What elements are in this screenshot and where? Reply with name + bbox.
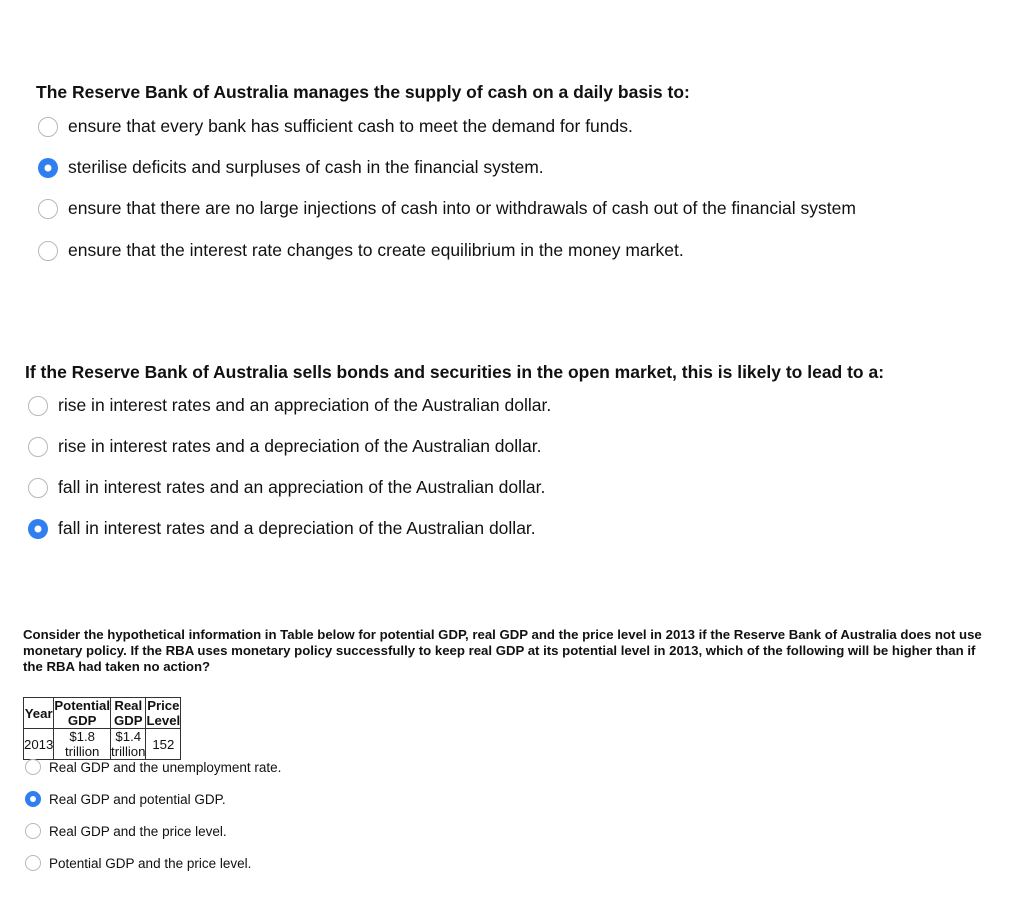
radio-unselected-icon[interactable] [25, 759, 41, 775]
option-label: sterilise deficits and surpluses of cash in the financial system. [68, 157, 544, 177]
radio-unselected-icon[interactable] [38, 117, 58, 137]
table-cell-price-level: 152 [146, 729, 181, 760]
table-header-year: Year [24, 698, 54, 729]
option-label: Real GDP and the unemployment rate. [49, 759, 282, 775]
radio-unselected-icon[interactable] [38, 199, 58, 219]
table-header-potential-gdp: Potential GDP [54, 698, 111, 728]
option-label: fall in interest rates and an appreciation of the Australian dollar. [58, 477, 546, 497]
radio-unselected-icon[interactable] [38, 241, 58, 261]
radio-selected-icon[interactable] [38, 158, 58, 178]
table-header-price-level: Price Level [146, 698, 181, 728]
question-1-option-3[interactable] [38, 198, 856, 219]
question-2-option-3[interactable] [28, 477, 545, 498]
question-2-option-1[interactable] [28, 395, 551, 416]
question-3-option-1[interactable] [25, 759, 281, 775]
option-label: fall in interest rates and a depreciation of the Australian dollar. [58, 518, 536, 538]
question-1-option-1[interactable] [38, 116, 633, 137]
option-label: rise in interest rates and a depreciation of the Australian dollar. [58, 436, 542, 456]
table-cell-potential-gdp: $1.8 trillion [54, 729, 111, 760]
question-3-option-4[interactable] [25, 855, 251, 871]
table-cell-year: 2013 [24, 729, 54, 760]
question-3-prompt: Consider the hypothetical information in Table below for potential GDP, real GDP and the price level in 2013 if the Reserve Bank of Australia does not use monetary policy. If the RBA uses monetary policy successfully to keep real GDP at its potential level in 2013, which of the following will be higher than if the RBA had taken no action? [23, 627, 982, 674]
question-2-option-2[interactable] [28, 436, 541, 457]
option-label: ensure that every bank has sufficient cash to meet the demand for funds. [68, 116, 633, 136]
question-1-prompt: The Reserve Bank of Australia manages the supply of cash on a daily basis to: [36, 82, 690, 102]
question-1-option-4[interactable] [38, 240, 684, 261]
radio-unselected-icon[interactable] [28, 478, 48, 498]
radio-unselected-icon[interactable] [25, 823, 41, 839]
option-label: rise in interest rates and an appreciation of the Australian dollar. [58, 395, 552, 415]
option-label: Real GDP and potential GDP. [49, 791, 226, 807]
radio-selected-icon[interactable] [25, 791, 41, 807]
radio-unselected-icon[interactable] [28, 437, 48, 457]
option-label: Potential GDP and the price level. [49, 855, 252, 871]
question-1-option-2[interactable] [38, 157, 544, 178]
question-3-option-3[interactable] [25, 823, 227, 839]
table-cell-real-gdp: $1.4 trillion [111, 729, 146, 759]
question-2-option-4[interactable] [28, 518, 536, 539]
question-2-prompt: If the Reserve Bank of Australia sells bonds and securities in the open market, this is likely to lead to a: [25, 362, 885, 382]
table-row [24, 729, 181, 760]
option-label: ensure that there are no large injections of cash into or withdrawals of cash out of the financial system [68, 198, 856, 218]
radio-unselected-icon[interactable] [28, 396, 48, 416]
table-header-row [24, 698, 181, 729]
table-header-real-gdp: Real GDP [111, 698, 146, 729]
radio-unselected-icon[interactable] [25, 855, 41, 871]
option-label: Real GDP and the price level. [49, 823, 227, 839]
question-3-option-2[interactable] [25, 791, 226, 807]
gdp-table [23, 697, 181, 760]
radio-selected-icon[interactable] [28, 519, 48, 539]
option-label: ensure that the interest rate changes to create equilibrium in the money market. [68, 240, 684, 260]
